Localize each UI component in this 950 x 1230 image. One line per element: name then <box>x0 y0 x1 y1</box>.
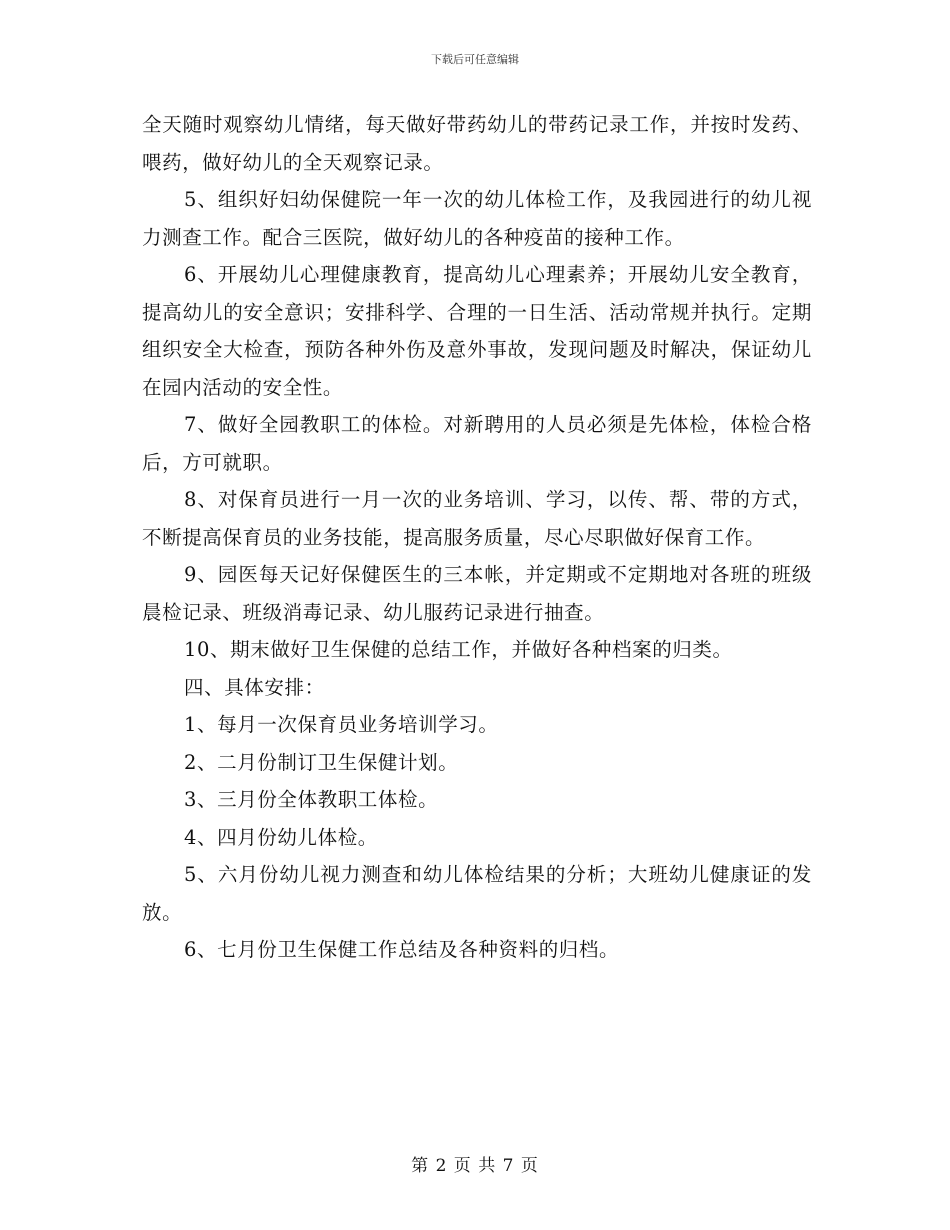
paragraph-item-7: 7、做好全园教职工的体检。对新聘用的人员必须是先体检，体检合格后，方可就职。 <box>142 413 812 474</box>
schedule-item-6: 6、七月份卫生保健工作总结及各种资料的归档。 <box>184 938 620 961</box>
page-footer: 第 2 页 共 7 页 <box>411 1156 539 1176</box>
schedule-item-5: 5、六月份幼儿视力测查和幼儿体检结果的分析；大班幼儿健康证的发放。 <box>142 863 812 924</box>
section-heading: 四、具体安排： <box>184 675 325 699</box>
schedule-item-3: 3、三月份全体教职工体检。 <box>184 788 439 811</box>
schedule-item-2: 2、二月份制订卫生保健计划。 <box>184 750 459 774</box>
paragraph-item-9: 9、园医每天记好保健医生的三本帐，并定期或不定期地对各班的班级晨检记录、班级消毒记录、幼儿服药记录进行抽查。 <box>142 563 812 624</box>
document-body <box>142 106 812 969</box>
page-header: 下载后可任意编辑 <box>431 53 519 66</box>
paragraph-continuation: 全天随时观察幼儿情绪，每天做好带药幼儿的带药记录工作，并按时发药、喂药，做好幼儿的全天观察记录。 <box>142 113 812 174</box>
schedule-item-1: 1、每月一次保育员业务培训学习。 <box>184 713 499 736</box>
paragraph-item-10: 10、期末做好卫生保健的总结工作，并做好各种档案的归类。 <box>184 638 733 661</box>
paragraph-item-5: 5、组织好妇幼保健院一年一次的幼儿体检工作，及我园进行的幼儿视力测查工作。配合三医院，做好幼儿的各种疫苗的接种工作。 <box>142 188 812 249</box>
paragraph-item-6: 6、开展幼儿心理健康教育，提高幼儿心理素养；开展幼儿安全教育，提高幼儿的安全意识；安排科学、合理的一日生活、活动常规并执行。定期组织安全大检查，预防各种外伤及意外事故，发现问题及时解决，保证幼儿在园内活动的安全性。 <box>142 263 812 399</box>
schedule-item-4: 4、四月份幼儿体检。 <box>184 825 378 849</box>
paragraph-item-8: 8、对保育员进行一月一次的业务培训、学习，以传、帮、带的方式，不断提高保育员的业务技能，提高服务质量，尽心尽职做好保育工作。 <box>142 488 812 549</box>
